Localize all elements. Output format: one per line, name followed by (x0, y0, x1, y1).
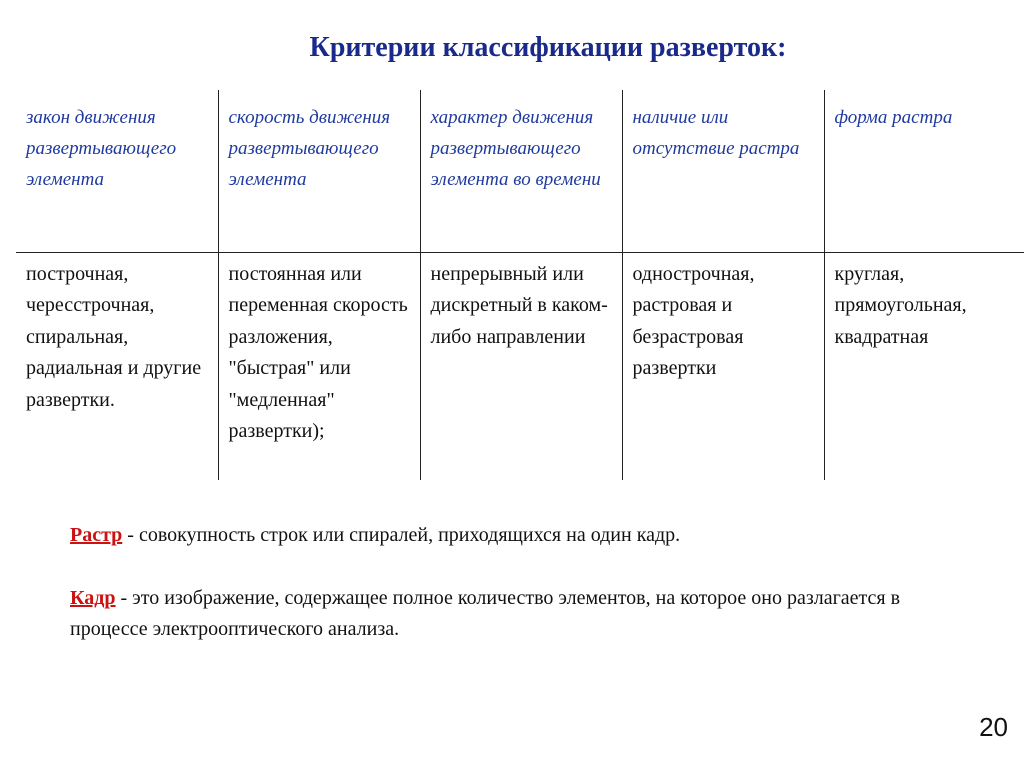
raster-term: Растр (70, 524, 123, 546)
cell-motion-character: непрерывный или дискретный в каком-либо направлении (420, 252, 622, 480)
cell-speed: постоянная или переменная скорость разложения, "быстрая" или "медленная" развертки); (218, 252, 420, 480)
values-row (16, 252, 1024, 480)
header-row (16, 90, 1024, 252)
cell-raster-presence: однострочная, растровая и безрастровая развертки (622, 252, 824, 480)
page-number: 20 (979, 712, 1008, 742)
frame-definition-text: - это изображение, содержащее полное количество элементов, на которое оно разлагается в процессе электрооптического анализа. (70, 587, 901, 640)
raster-definition (70, 520, 970, 551)
header-raster-shape: форма растра (824, 90, 1024, 252)
header-motion-character: характер движения развертывающего элемента во времени (420, 90, 622, 252)
raster-definition-text: - совокупность строк или спиралей, приходящихся на один кадр. (122, 524, 681, 546)
slide-title: Критерии классификации разверток: (309, 32, 787, 63)
classification-table (16, 90, 1024, 480)
frame-definition (70, 583, 970, 645)
header-raster-presence: наличие или отсутствие растра (622, 90, 824, 252)
frame-term: Кадр (70, 587, 116, 609)
cell-raster-shape: круглая, прямоугольная, квадратная (824, 252, 1024, 480)
header-speed: скорость движения развертывающего элемента (218, 90, 420, 252)
cell-motion-law: построчная, чересстрочная, спиральная, радиальная и другие развертки. (26, 262, 202, 411)
header-motion-law: закон движения развертывающего элемента (16, 90, 218, 252)
